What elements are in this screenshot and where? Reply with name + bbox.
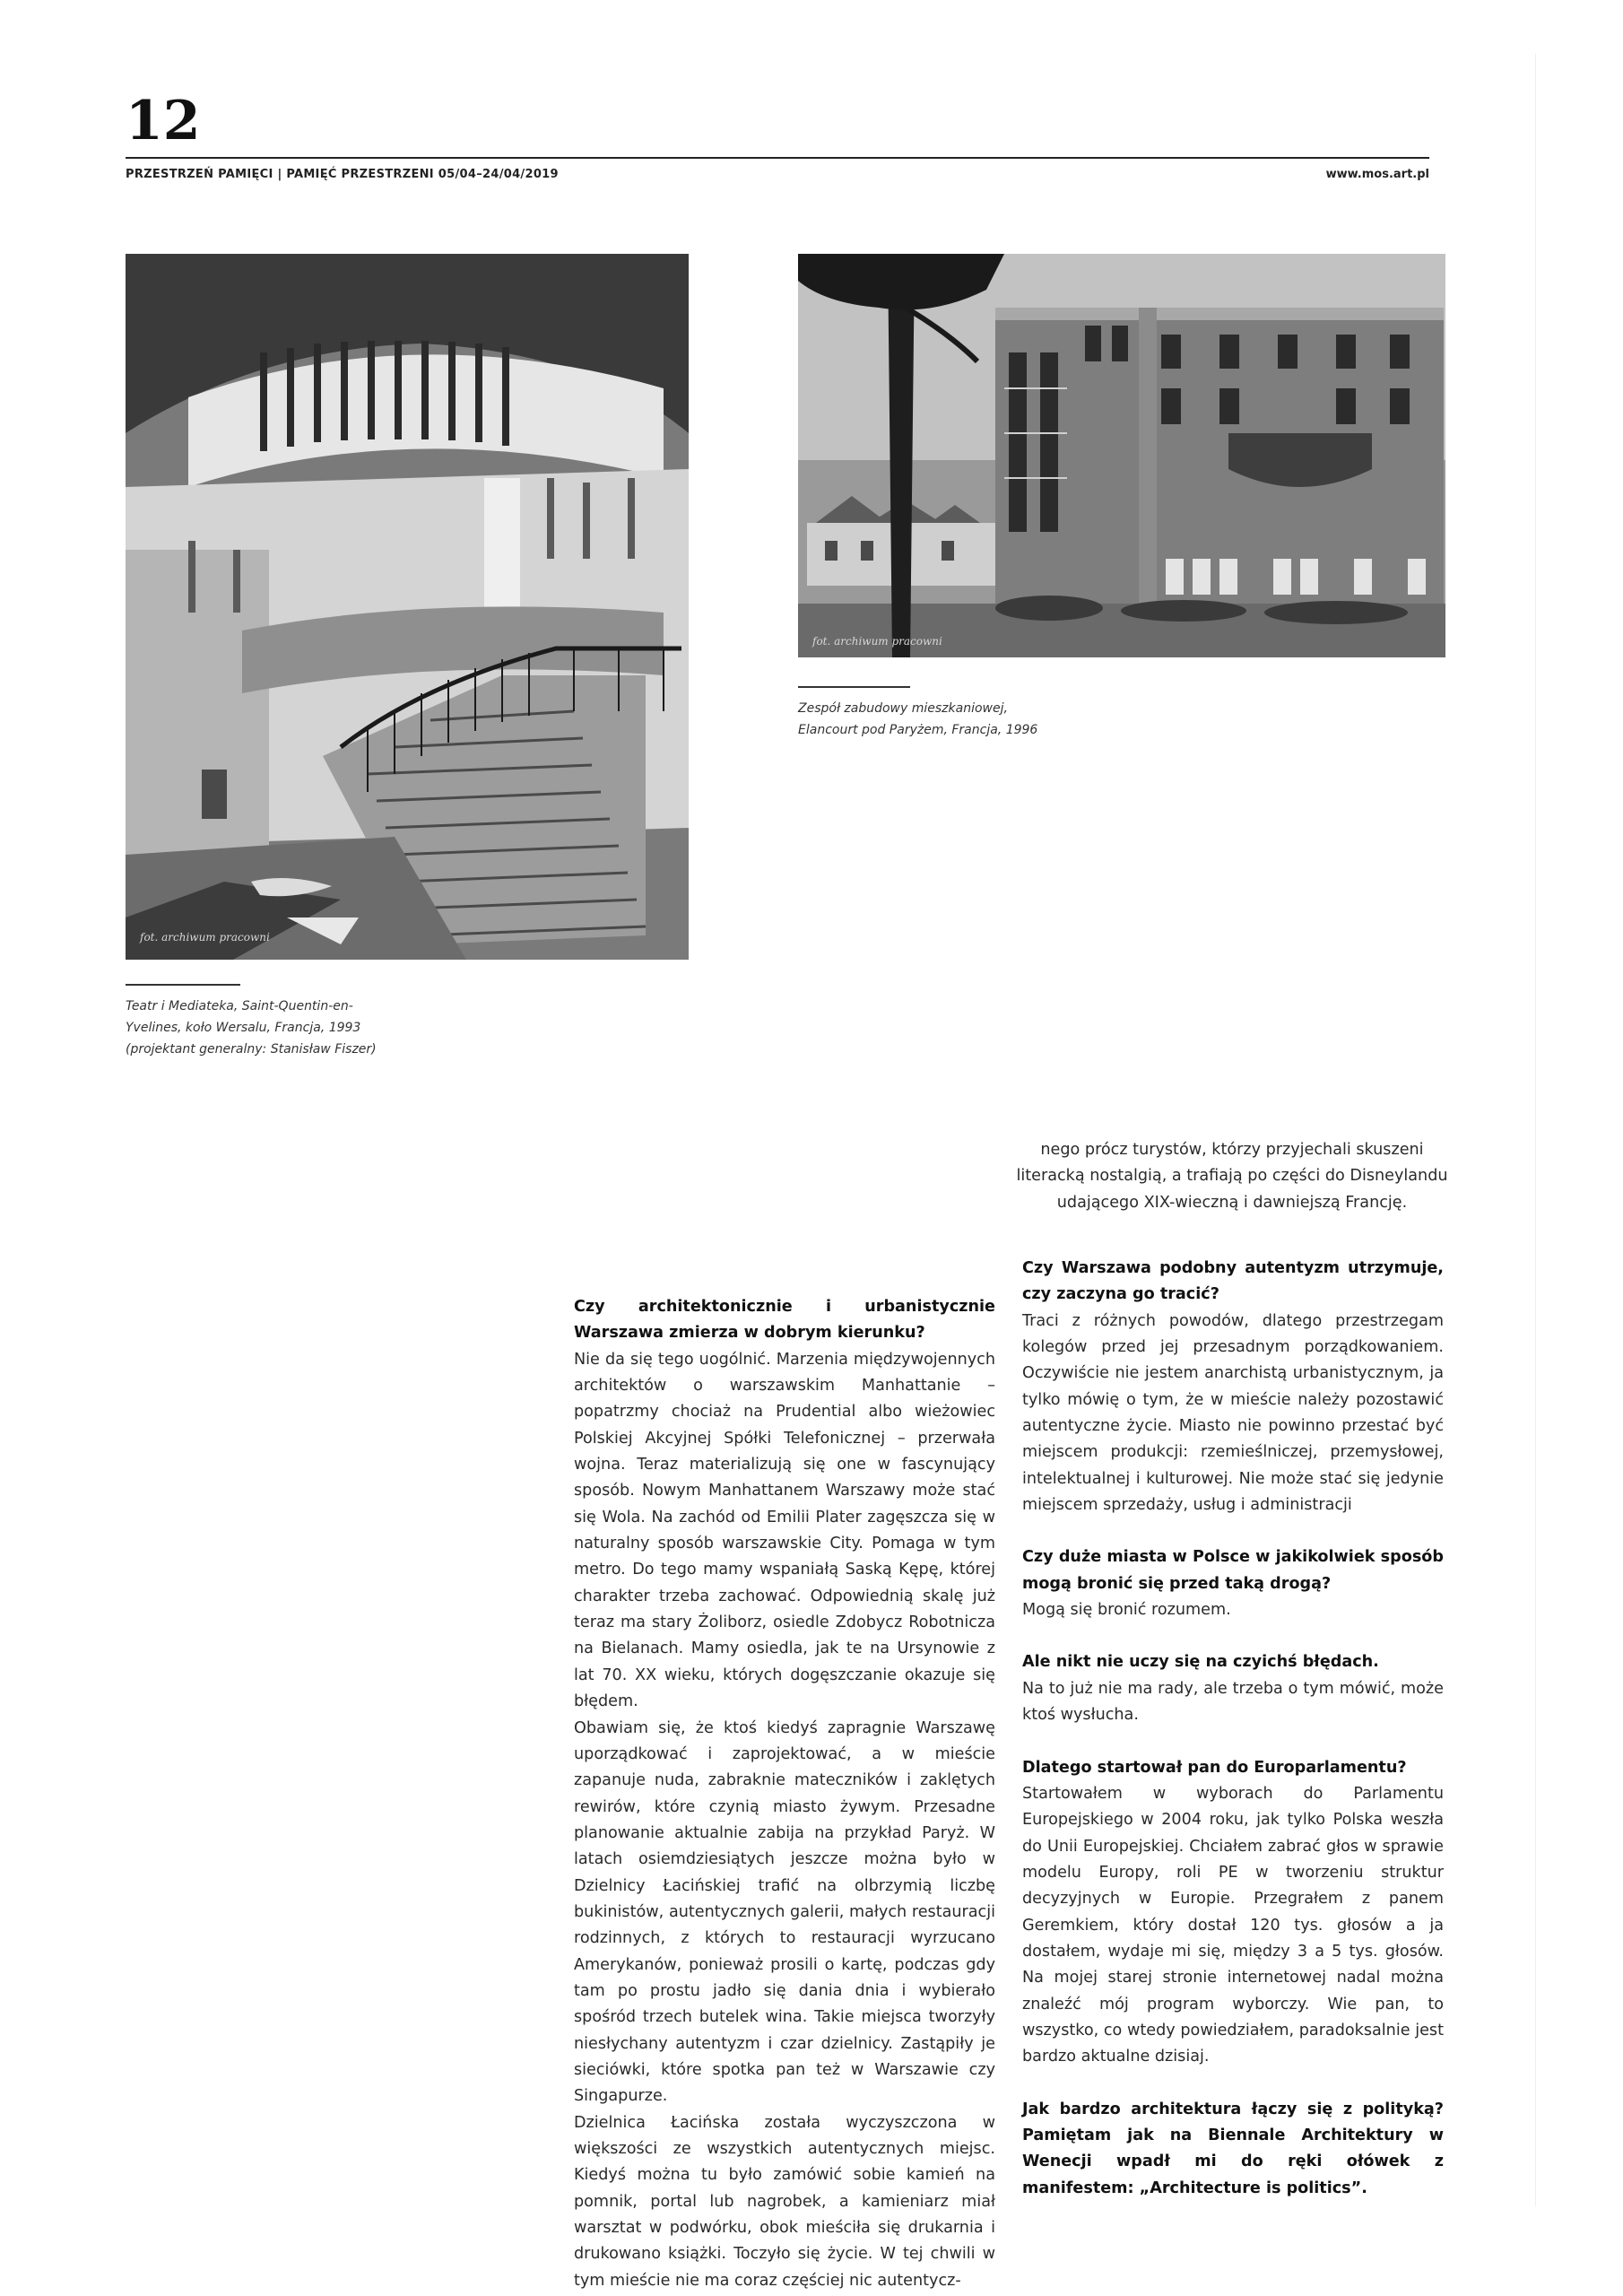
caption-left-line: Yvelines, koło Wersalu, Francja, 1993 [126,1021,361,1035]
question: Czy duże miasta w Polsce w jakikolwiek sposób mogą bronić się przed taką drogą? [1022,1548,1444,1593]
answer-paragraph: Traci z różnych powodów, dlatego przestrzegam kolegów przed jej przesadnym porządkowaniem. Oczywiście nie jestem anarchistą urbanistycznym, ja tylko mówię o tym, że w mieście należy pozostawić autentyczne życie. Miasto nie powinno przestać być miejscem produkcji: rzemieślniczej, przemysłowej, intelektualnej i kulturowej. Nie może stać się jedynie miejscem sprzedaży, usług i administracji [1022,1311,1444,1515]
header-rule [126,157,1429,159]
caption-right-line: Zespół zabudowy mieszkaniowej, [798,701,1008,716]
caption-left-line: (projektant generalny: Stanisław Fiszer) [126,1042,377,1057]
caption-left-line: Teatr i Mediateka, Saint-Quentin-en- [126,999,353,1013]
photo-credit-left: fot. archiwum pracowni [140,931,270,944]
answer-paragraph: Na to już nie ma rady, ale trzeba o tym mówić, może ktoś wysłucha. [1022,1679,1444,1725]
answer-paragraph: Mogą się bronić rozumem. [1022,1601,1231,1620]
answer-paragraph: Dzielnica Łacińska została wyczyszczona w większości ze wszystkich autentycznych miejsc. Kiedyś można tu było zamówić sobie kamień na pomnik, portal lub nagrobek, a kamieniarz miał warsztat w podwórku, obok mieściła się drukarnia i drukowano książki. Toczyło się życie. W tej chwili w tym mieście nie ma coraz częściej nic autentycz- [574,2113,995,2290]
page-number: 12 [126,90,201,152]
caption-right [798,698,1037,741]
photo-theatre-interior [126,254,689,960]
photo-residential-building [798,254,1445,657]
right-column-continuation [1011,1137,1453,1216]
question: Dlatego startował pan do Europarlamentu? [1022,1758,1407,1777]
continuation-text: nego prócz turystów, którzy przyjechali skuszeni literacką nostalgią, a trafiają po części do Disneylandu udającego XIX-wieczną i dawniejszą Francję. [1016,1141,1448,1212]
question: Jak bardzo architektura łączy się z polityką? Pamiętam jak na Biennale Architektury w Wenecji wpadł mi do ręki ołówek z manifestem: „Architecture is politics”. [1022,2100,1444,2197]
answer-paragraph: Obawiam się, że ktoś kiedyś zapragnie Warszawę uporządkować i zaprojektować, a w mieście zapanuje nuda, zabraknie mateczników i zaklętych rewirów, które czynią miasto żywym. Przesadne planowanie aktualnie zabija na przykład Paryż. W latach osiemdziesiątych jeszcze można było w Dzielnicy Łacińskiej trafić na olbrzymią liczbę bukinistów, autentycznych galerii, małych restauracji rodzinnych, z których to restauracji wyrzucano Amerykanów, ponieważ prosili o kartę, podczas gdy tam po prostu jadło się dania dnia i wybierało spośród trzech butelek wina. Takie miejsca tworzyły niesłychany autentyzm i czar dzielnicy. Zastąpiły je sieciówki, które spotka pan też w Warszawie czy Singapurze. [574,1718,995,2106]
caption-right-line: Elancourt pod Paryżem, Francja, 1996 [798,723,1038,737]
question: Ale nikt nie uczy się na czyichś błędach. [1022,1653,1379,1672]
caption-rule-left [126,984,240,986]
left-column [574,1294,995,2294]
header-website: www.mos.art.pl [1325,168,1429,181]
answer-paragraph: Nie da się tego uogólnić. Marzenia międzywojennych architektów o warszawskim Manhattanie – popatrzmy chociaż na Prudential albo wieżowiec Polskiej Akcyjnej Spółki Telefonicznej – przerwała wojna. Teraz materializują się one w fascynujący sposób. Nowym Manhattanem Warszawy może stać się Wola. Na zachód od Emilii Plater zagęszcza się w naturalny sposób warszawskie City. Pomaga w tym metro. Do tego mamy wspaniałą Saską Kępę, której charakter trzeba zachować. Odpowiednią skalę już teraz ma stary Żoliborz, osiedle Zdobycz Robotnicza na Bielanach. Mamy osiedla, jak te na Ursynowie z lat 70. XX wieku, których dogęszczanie okazuje się błędem. [574,1350,995,1711]
answer-paragraph: Startowałem w wyborach do Parlamentu Europejskiego w 2004 roku, jak tylko Polska weszła do Unii Europejskiej. Chciałem zabrać głos w sprawie modelu Europy, roli PE w tworzeniu struktur decyzyjnych w Europie. Przegrałem z panem Geremkiem, który dostał 120 tys. głosów a ja dostałem, wydaje mi się, między 3 a 5 tys. głosów. Na mojej starej stronie internetowej nadal można znaleźć mój program wyborczy. Wie pan, to wszystko, co wtedy powiedziałem, paradoksalnie jest bardzo aktualne dzisiaj. [1022,1784,1444,2066]
page-edge-line [1535,54,1536,2206]
header-title: PRZESTRZEŃ PAMIĘCI | PAMIĘĆ PRZESTRZENI 05/04–24/04/2019 [126,168,559,181]
question: Czy Warszawa podobny autentyzm utrzymuje, czy zaczyna go tracić? [1022,1259,1444,1304]
question: Czy architektonicznie i urbanistycznie Warszawa zmierza w dobrym kierunku? [574,1298,995,1343]
caption-rule-right [798,686,910,688]
photo-credit-right: fot. archiwum pracowni [812,635,942,648]
caption-left [126,996,377,1060]
right-column [1022,1256,1444,2202]
